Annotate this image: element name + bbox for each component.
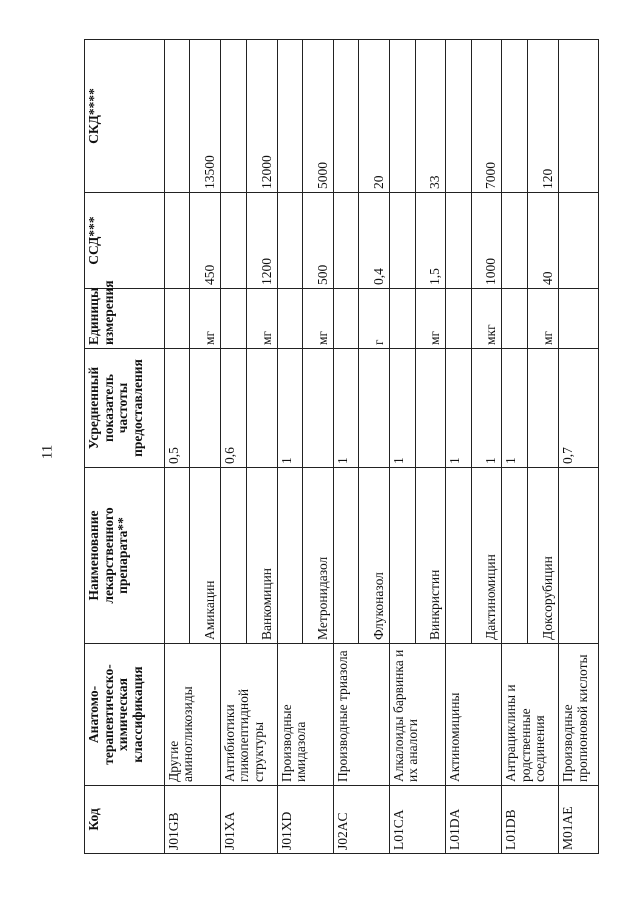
table-row-group: [558, 40, 598, 854]
cell-drug-name: [164, 468, 190, 644]
cell-ssd: 1000: [471, 193, 501, 289]
cell-skd: 120: [528, 40, 559, 193]
cell-skd: [558, 40, 598, 193]
cell-unit: [502, 289, 528, 349]
cell-frequency: 0,5: [164, 349, 190, 468]
cell-ssd: [333, 193, 359, 289]
cell-frequency: [190, 349, 220, 468]
cell-ssd: [558, 193, 598, 289]
cell-drug-name: [277, 468, 303, 644]
cell-skd: [445, 40, 471, 193]
cell-skd: [220, 40, 246, 193]
cell-skd: [164, 40, 190, 193]
cell-unit: мг: [415, 289, 445, 349]
cell-ssd: 450: [190, 193, 220, 289]
drug-table-rotator: [84, 40, 599, 854]
cell-frequency: 1: [502, 349, 528, 468]
cell-ssd: 500: [303, 193, 333, 289]
table-row-group: [333, 40, 359, 854]
cell-unit: [333, 289, 359, 349]
cell-ssd: 40: [528, 193, 559, 289]
cell-unit: мг: [303, 289, 333, 349]
cell-unit: [220, 289, 246, 349]
cell-unit: мг: [246, 289, 277, 349]
cell-drug-name: Амикацин: [190, 468, 220, 644]
cell-skd: 33: [415, 40, 445, 193]
cell-atc: Антибиотики гликопептидной структуры: [220, 644, 277, 786]
page-number: 11: [39, 444, 56, 460]
table-row-group: [445, 40, 471, 854]
cell-frequency: [415, 349, 445, 468]
header-ssd: ССД***: [85, 193, 165, 289]
cell-drug-name: Флуконазол: [359, 468, 389, 644]
cell-frequency: 1: [471, 349, 501, 468]
drug-table: [84, 39, 599, 854]
cell-drug-name: [389, 468, 415, 644]
cell-drug-name: Метронидазол: [303, 468, 333, 644]
cell-frequency: 1: [277, 349, 303, 468]
table-row-group: [389, 40, 415, 854]
cell-atc: Другие аминогликозиды: [164, 644, 220, 786]
cell-code: J01GB: [164, 786, 220, 854]
table-row-group: [220, 40, 246, 854]
cell-frequency: 1: [333, 349, 359, 468]
cell-unit: [389, 289, 415, 349]
cell-ssd: 0,4: [359, 193, 389, 289]
table-row-group: [164, 40, 190, 854]
cell-ssd: 1200: [246, 193, 277, 289]
cell-atc: Антрациклины и родственные соединения: [502, 644, 559, 786]
cell-frequency: [246, 349, 277, 468]
cell-code: J01XA: [220, 786, 277, 854]
cell-skd: [277, 40, 303, 193]
cell-frequency: [528, 349, 559, 468]
cell-drug-name: [558, 468, 598, 644]
table-row-group: [502, 40, 528, 854]
cell-skd: [502, 40, 528, 193]
cell-frequency: [359, 349, 389, 468]
cell-skd: 5000: [303, 40, 333, 193]
cell-drug-name: Доксорубицин: [528, 468, 559, 644]
cell-unit: [277, 289, 303, 349]
cell-atc: Производные пропионовой кислоты: [558, 644, 598, 786]
cell-unit: [558, 289, 598, 349]
header-skd: СКД****: [85, 40, 165, 193]
cell-frequency: 1: [445, 349, 471, 468]
cell-atc: Алкалоиды барвинка и их аналоги: [389, 644, 445, 786]
cell-code: L01DB: [502, 786, 559, 854]
header-frequency: Усредненный показатель частоты предоставления: [85, 349, 165, 468]
header-atc: Анатомо-терапевтическо-химическая классификация: [85, 644, 165, 786]
header-unit: Единицы измерения: [85, 289, 165, 349]
cell-unit: мг: [528, 289, 559, 349]
cell-unit: [445, 289, 471, 349]
cell-drug-name: [220, 468, 246, 644]
header-row: [85, 40, 165, 854]
header-drug-name: Наименование лекарственного препарата**: [85, 468, 165, 644]
cell-drug-name: [502, 468, 528, 644]
cell-ssd: [445, 193, 471, 289]
cell-atc: Актиномицины: [445, 644, 501, 786]
cell-drug-name: [333, 468, 359, 644]
header-code: Код: [85, 786, 165, 854]
cell-unit: г: [359, 289, 389, 349]
cell-code: J02AC: [333, 786, 389, 854]
cell-frequency: [303, 349, 333, 468]
cell-skd: 13500: [190, 40, 220, 193]
cell-atc: Производные имидазола: [277, 644, 333, 786]
cell-code: L01CA: [389, 786, 445, 854]
cell-frequency: 0,6: [220, 349, 246, 468]
cell-ssd: 1,5: [415, 193, 445, 289]
cell-code: M01AE: [558, 786, 598, 854]
cell-skd: [389, 40, 415, 193]
cell-frequency: 0,7: [558, 349, 598, 468]
cell-ssd: [502, 193, 528, 289]
cell-ssd: [389, 193, 415, 289]
cell-ssd: [164, 193, 190, 289]
drug-table-container: [84, 40, 599, 854]
cell-drug-name: [445, 468, 471, 644]
cell-unit: мкг: [471, 289, 501, 349]
cell-skd: 7000: [471, 40, 501, 193]
cell-drug-name: Ванкомицин: [246, 468, 277, 644]
cell-atc: Производные триазола: [333, 644, 389, 786]
cell-frequency: 1: [389, 349, 415, 468]
cell-unit: [164, 289, 190, 349]
cell-ssd: [220, 193, 246, 289]
cell-code: L01DA: [445, 786, 501, 854]
cell-skd: 20: [359, 40, 389, 193]
cell-code: J01XD: [277, 786, 333, 854]
table-row-group: [277, 40, 303, 854]
cell-skd: 12000: [246, 40, 277, 193]
cell-drug-name: Дактиномицин: [471, 468, 501, 644]
cell-skd: [333, 40, 359, 193]
cell-unit: мг: [190, 289, 220, 349]
cell-ssd: [277, 193, 303, 289]
cell-drug-name: Винкристин: [415, 468, 445, 644]
